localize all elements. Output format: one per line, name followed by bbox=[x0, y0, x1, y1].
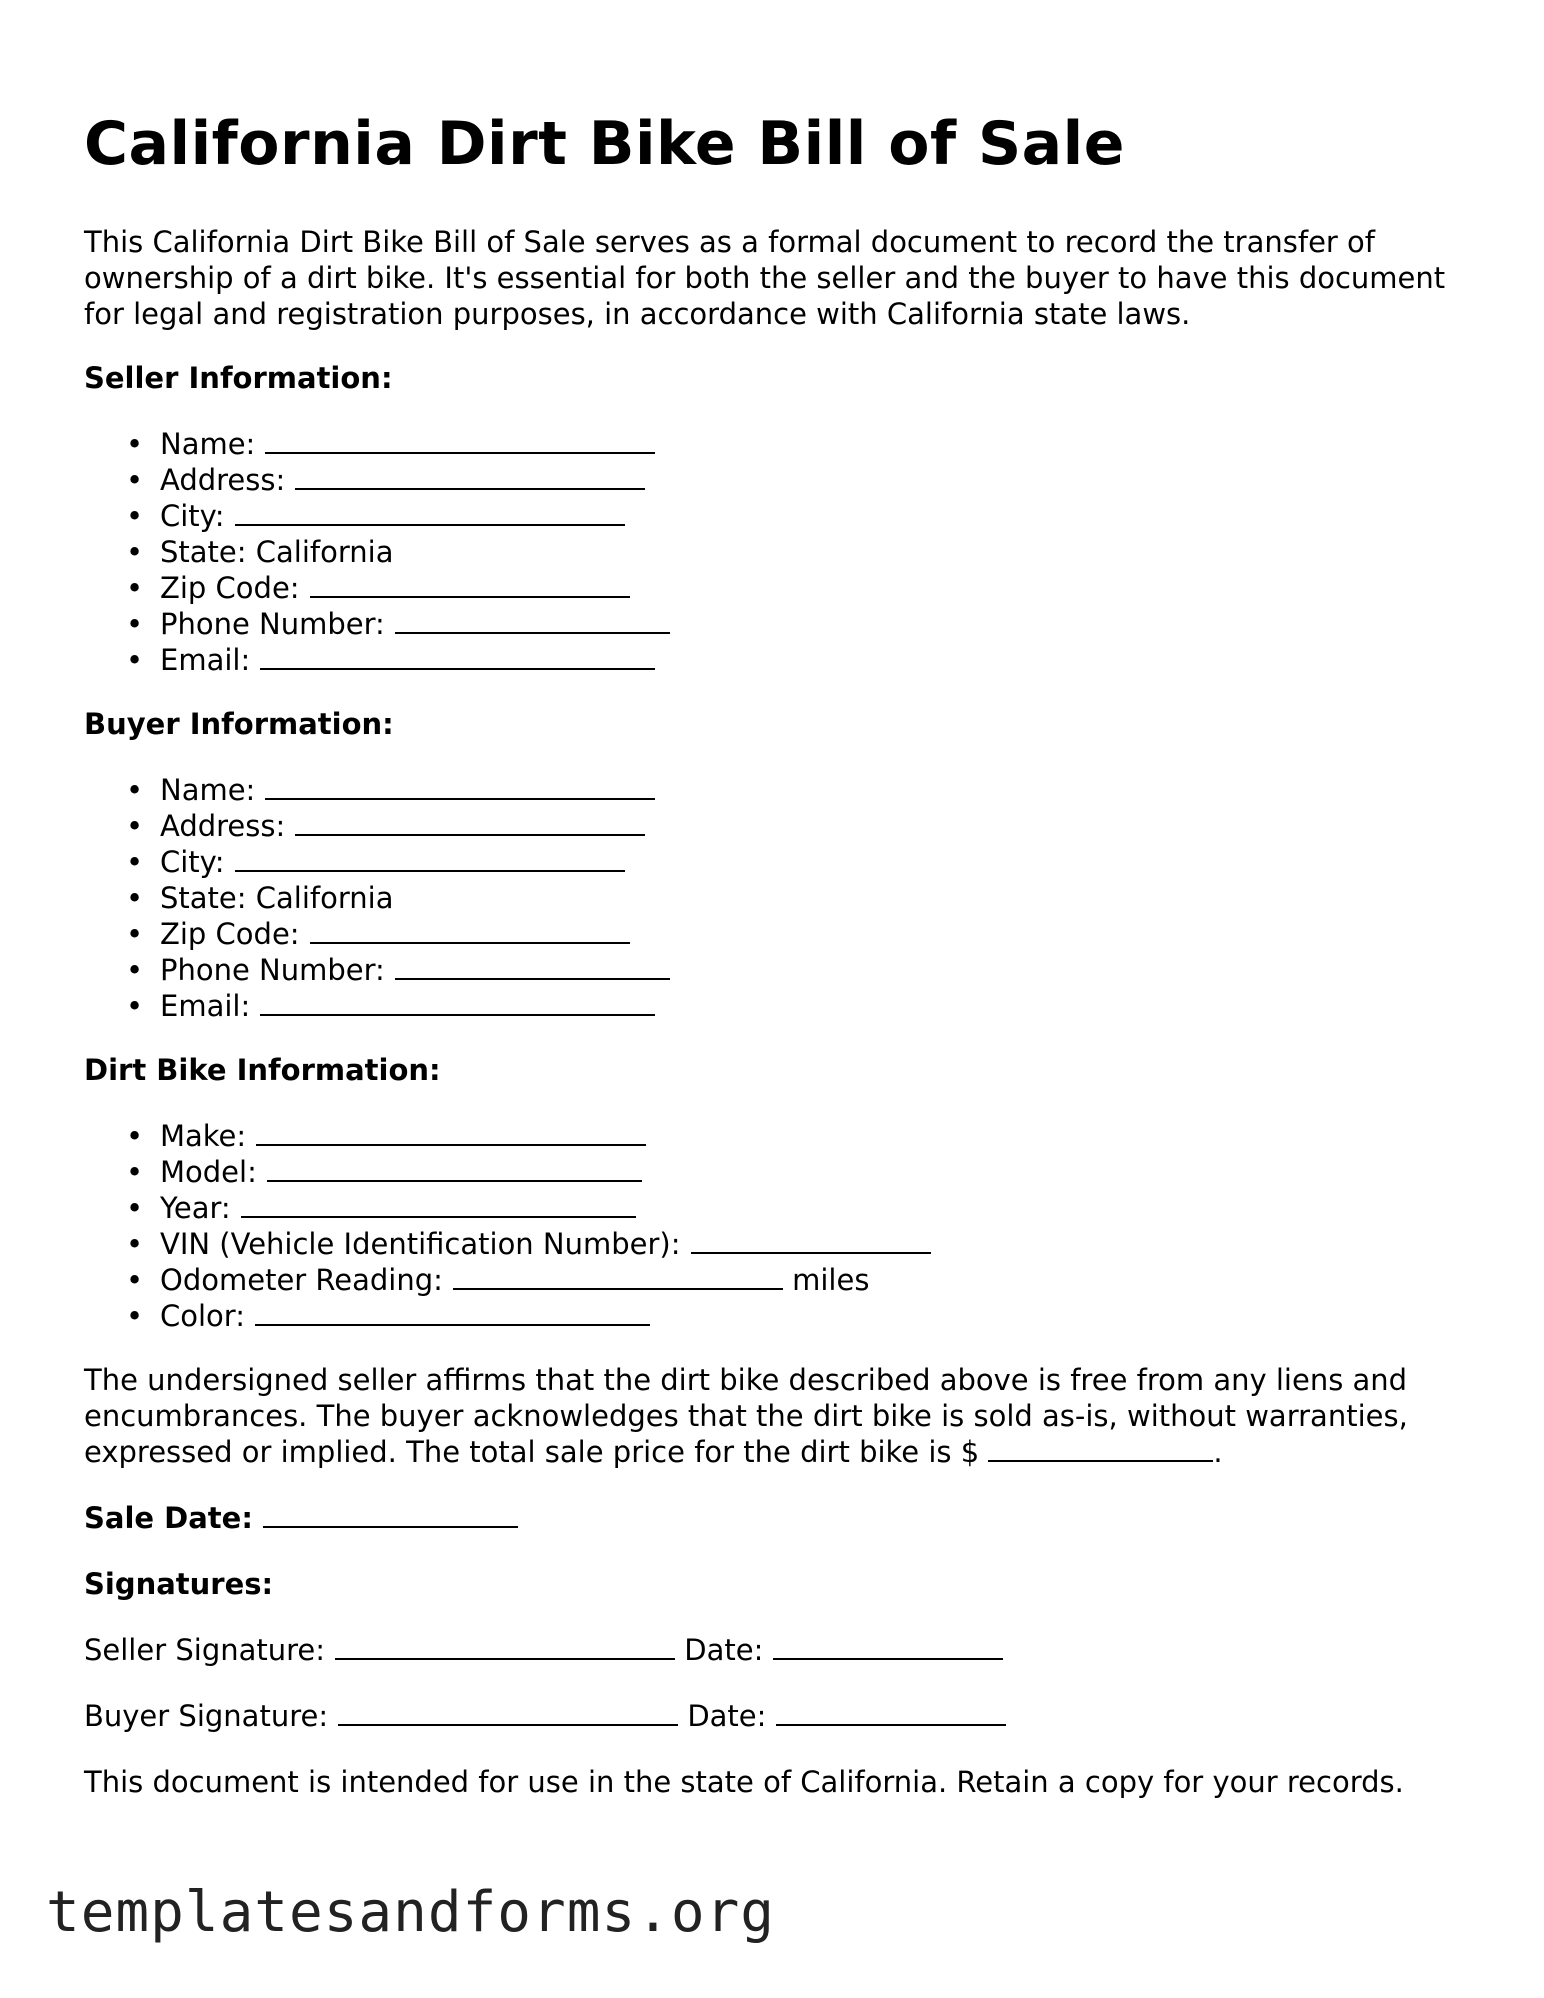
bike-year-item bbox=[126, 1190, 1464, 1226]
footer-note: This document is intended for use in the state of California. Retain a copy for your records. bbox=[84, 1765, 1404, 1799]
seller-name-label: Name: bbox=[160, 427, 256, 461]
seller-city-label: City: bbox=[160, 499, 225, 533]
bike-color-label: Color: bbox=[160, 1299, 245, 1333]
seller-date-field[interactable] bbox=[773, 1632, 1003, 1660]
buyer-name-label: Name: bbox=[160, 773, 256, 807]
seller-zip-label: Zip Code: bbox=[160, 571, 300, 605]
bike-heading: Dirt Bike Information: bbox=[84, 1053, 441, 1087]
watermark: templatesandforms.org bbox=[46, 1880, 776, 1945]
buyer-address-field[interactable] bbox=[295, 808, 645, 836]
bike-make-item bbox=[126, 1118, 1464, 1154]
buyer-email-item bbox=[126, 988, 1464, 1024]
seller-signature-field[interactable] bbox=[335, 1632, 675, 1660]
bullet-icon: • bbox=[126, 571, 144, 605]
buyer-phone-field[interactable] bbox=[395, 952, 670, 980]
bullet-icon: • bbox=[126, 773, 144, 807]
seller-email-field[interactable] bbox=[260, 642, 655, 670]
seller-name-item bbox=[126, 426, 1464, 462]
bullet-icon: • bbox=[126, 607, 144, 641]
bike-vin-field[interactable] bbox=[691, 1226, 931, 1254]
bullet-icon: • bbox=[126, 1227, 144, 1261]
seller-zip-field[interactable] bbox=[310, 570, 630, 598]
buyer-heading: Buyer Information: bbox=[84, 707, 394, 741]
bike-odometer-field[interactable] bbox=[453, 1262, 783, 1290]
bike-year-field[interactable] bbox=[241, 1190, 636, 1218]
buyer-email-label: Email: bbox=[160, 989, 251, 1023]
bike-make-label: Make: bbox=[160, 1119, 247, 1153]
bullet-icon: • bbox=[126, 989, 144, 1023]
bullet-icon: • bbox=[126, 1299, 144, 1333]
seller-fields bbox=[84, 426, 1464, 678]
seller-name-field[interactable] bbox=[265, 426, 655, 454]
bullet-icon: • bbox=[126, 463, 144, 497]
buyer-fields bbox=[84, 772, 1464, 1024]
bullet-icon: • bbox=[126, 643, 144, 677]
seller-state-item bbox=[126, 534, 1464, 570]
bike-color-field[interactable] bbox=[255, 1298, 650, 1326]
seller-address-field[interactable] bbox=[295, 462, 645, 490]
seller-zip-item bbox=[126, 570, 1464, 606]
sale-date-field[interactable] bbox=[263, 1500, 518, 1528]
buyer-address-label: Address: bbox=[160, 809, 286, 843]
intro-paragraph: This California Dirt Bike Bill of Sale serves as a formal document to record the transfer of ownership of a dirt bike. It's essential for both the seller and the buyer to have this document for legal and registration purposes, in accordance with California state laws. bbox=[84, 225, 1446, 331]
buyer-zip-label: Zip Code: bbox=[160, 917, 300, 951]
buyer-zip-item bbox=[126, 916, 1464, 952]
bullet-icon: • bbox=[126, 499, 144, 533]
buyer-signature-label: Buyer Signature: bbox=[84, 1699, 329, 1733]
buyer-date-label: Date: bbox=[687, 1699, 767, 1733]
bullet-icon: • bbox=[126, 1119, 144, 1153]
buyer-city-field[interactable] bbox=[235, 844, 625, 872]
bullet-icon: • bbox=[126, 1263, 144, 1297]
buyer-zip-field[interactable] bbox=[310, 916, 630, 944]
bullet-icon: • bbox=[126, 1155, 144, 1189]
bullet-icon: • bbox=[126, 427, 144, 461]
bullet-icon: • bbox=[126, 917, 144, 951]
buyer-city-item bbox=[126, 844, 1464, 880]
signatures-heading: Signatures: bbox=[84, 1567, 274, 1601]
seller-signature-row bbox=[84, 1632, 1464, 1668]
sale-date-label: Sale Date: bbox=[84, 1501, 253, 1535]
buyer-state-label: State: California bbox=[160, 881, 394, 915]
bike-year-label: Year: bbox=[160, 1191, 231, 1225]
bullet-icon: • bbox=[126, 845, 144, 879]
bike-odometer-label: Odometer Reading: bbox=[160, 1263, 443, 1297]
bike-odometer-item bbox=[126, 1262, 1464, 1298]
document-page bbox=[84, 104, 1464, 1800]
buyer-name-field[interactable] bbox=[265, 772, 655, 800]
bullet-icon: • bbox=[126, 881, 144, 915]
buyer-name-item bbox=[126, 772, 1464, 808]
bike-model-item bbox=[126, 1154, 1464, 1190]
buyer-city-label: City: bbox=[160, 845, 225, 879]
buyer-address-item bbox=[126, 808, 1464, 844]
bullet-icon: • bbox=[126, 809, 144, 843]
bike-color-item bbox=[126, 1298, 1464, 1334]
seller-address-label: Address: bbox=[160, 463, 286, 497]
seller-city-field[interactable] bbox=[235, 498, 625, 526]
bike-model-label: Model: bbox=[160, 1155, 257, 1189]
bike-vin-label: VIN (Vehicle Identification Number): bbox=[160, 1227, 681, 1261]
affirmation-text: The undersigned seller affirms that the dirt bike described above is free from any liens and encumbrances. The buyer acknowledges that the dirt bike is sold as-is, without warranties, expressed or implied. The total sale price for the dirt bike is $ bbox=[84, 1363, 1408, 1469]
affirmation-end: . bbox=[1213, 1435, 1223, 1469]
seller-address-item bbox=[126, 462, 1464, 498]
sale-price-field[interactable] bbox=[988, 1434, 1213, 1462]
sale-date-row bbox=[84, 1500, 1464, 1536]
document-title: California Dirt Bike Bill of Sale bbox=[84, 109, 1125, 179]
seller-heading: Seller Information: bbox=[84, 361, 393, 395]
buyer-signature-field[interactable] bbox=[338, 1698, 678, 1726]
seller-city-item bbox=[126, 498, 1464, 534]
seller-date-label: Date: bbox=[684, 1633, 764, 1667]
seller-phone-item bbox=[126, 606, 1464, 642]
bike-fields bbox=[84, 1118, 1464, 1334]
seller-email-label: Email: bbox=[160, 643, 251, 677]
seller-affirmation bbox=[84, 1362, 1464, 1470]
bullet-icon: • bbox=[126, 953, 144, 987]
seller-signature-label: Seller Signature: bbox=[84, 1633, 326, 1667]
buyer-signature-row bbox=[84, 1698, 1464, 1734]
seller-phone-field[interactable] bbox=[395, 606, 670, 634]
bullet-icon: • bbox=[126, 1191, 144, 1225]
bike-vin-item bbox=[126, 1226, 1464, 1262]
seller-email-item bbox=[126, 642, 1464, 678]
buyer-date-field[interactable] bbox=[776, 1698, 1006, 1726]
bike-model-field[interactable] bbox=[267, 1154, 642, 1182]
buyer-phone-item bbox=[126, 952, 1464, 988]
seller-phone-label: Phone Number: bbox=[160, 607, 385, 641]
bike-odometer-unit: miles bbox=[792, 1263, 870, 1297]
buyer-state-item bbox=[126, 880, 1464, 916]
bullet-icon: • bbox=[126, 535, 144, 569]
seller-state-label: State: California bbox=[160, 535, 394, 569]
buyer-email-field[interactable] bbox=[260, 988, 655, 1016]
bike-make-field[interactable] bbox=[256, 1118, 646, 1146]
buyer-phone-label: Phone Number: bbox=[160, 953, 385, 987]
